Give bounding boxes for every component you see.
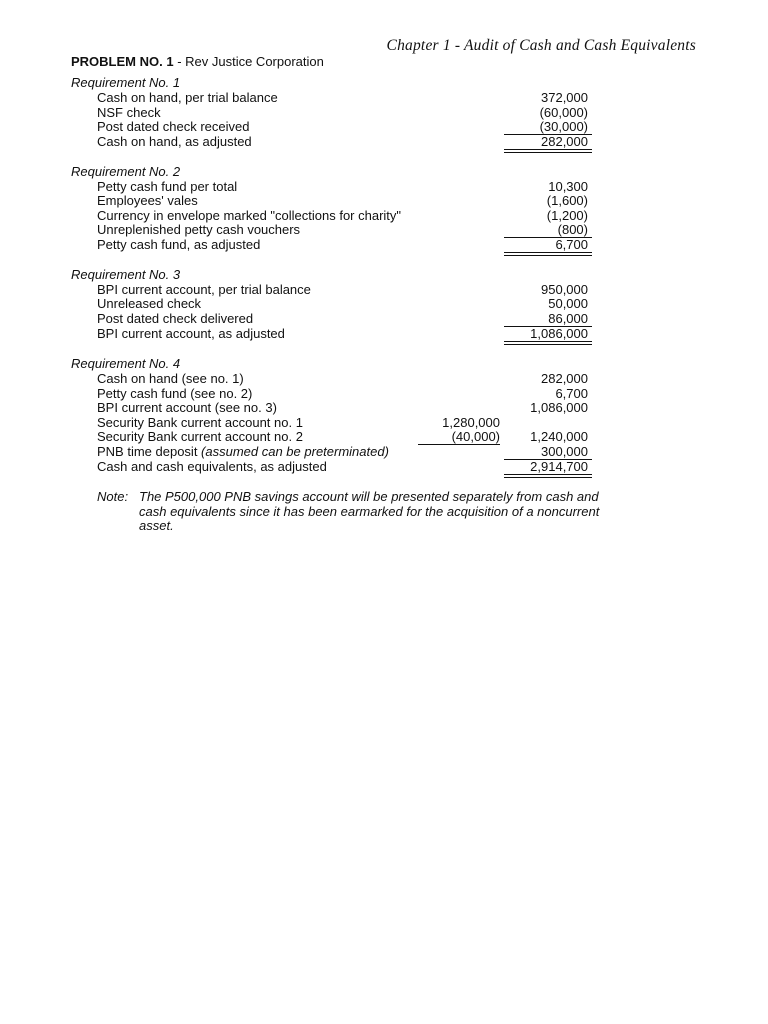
row-label: [97, 444, 389, 459]
table-row: [0, 386, 768, 401]
row-label-note: (assumed can be preterminated): [201, 444, 389, 459]
row-amount: (60,000): [539, 105, 588, 120]
row-label: BPI current account, as adjusted: [97, 326, 285, 341]
row-label: Cash on hand, per trial balance: [97, 90, 278, 105]
row-amount: 1,086,000: [530, 400, 588, 415]
row-label: Post dated check delivered: [97, 311, 254, 326]
table-row: [0, 282, 768, 297]
table-row: [0, 296, 768, 311]
note-lead: Note:: [97, 489, 129, 504]
row-amount: (800): [557, 222, 588, 237]
table-row: [0, 311, 768, 326]
table-row: [0, 193, 768, 208]
row-label: BPI current account (see no. 3): [97, 400, 277, 415]
row-label: Security Bank current account no. 2: [97, 429, 303, 444]
row-amount: (1,600): [546, 193, 588, 208]
requirement-title: Requirement No. 2: [71, 164, 181, 179]
chapter-title: Chapter 1 - Audit of Cash and Cash Equivalents: [386, 37, 696, 54]
row-amount: 282,000: [541, 134, 588, 149]
row-amount: 6,700: [555, 386, 588, 401]
problem-number: PROBLEM NO. 1: [71, 54, 174, 69]
row-amount: 50,000: [548, 296, 588, 311]
table-row: [0, 400, 768, 415]
table-row: [0, 444, 768, 459]
row-label: Cash on hand, as adjusted: [97, 134, 252, 149]
row-label: Currency in envelope marked "collections for charity": [97, 208, 402, 223]
total-double-rule: [504, 341, 592, 345]
requirement-title: Requirement No. 1: [71, 75, 181, 90]
table-row: [0, 208, 768, 223]
row-label: Security Bank current account no. 1: [97, 415, 303, 430]
row-label: Petty cash fund, as adjusted: [97, 237, 261, 252]
problem-company: - Rev Justice Corporation: [173, 54, 324, 69]
table-row: [0, 429, 768, 444]
row-amount: 1,086,000: [530, 326, 588, 341]
row-subamount: (40,000): [451, 429, 500, 444]
row-label-text: PNB time deposit: [97, 444, 202, 459]
total-double-rule: [504, 474, 592, 478]
table-row: [0, 105, 768, 120]
note-text: [139, 490, 619, 534]
table-row: [0, 179, 768, 194]
table-row: [0, 119, 768, 134]
row-label: Cash on hand (see no. 1): [97, 371, 244, 386]
table-row: [0, 415, 768, 430]
row-label: Petty cash fund per total: [97, 179, 238, 194]
row-amount: 86,000: [548, 311, 588, 326]
row-subamount: 1,280,000: [442, 415, 500, 430]
row-label: Unreplenished petty cash vouchers: [97, 222, 301, 237]
row-label: Employees' vales: [97, 193, 198, 208]
row-amount: (30,000): [539, 119, 588, 134]
row-amount: 300,000: [541, 444, 588, 459]
total-double-rule: [504, 149, 592, 153]
problem-heading: [71, 54, 324, 69]
row-label: Unreleased check: [97, 296, 202, 311]
row-amount: 6,700: [555, 237, 588, 252]
table-row: [0, 371, 768, 386]
subamount-rule: [418, 444, 500, 445]
note-body: The P500,000 PNB savings account will be presented separately from cash and cash equivalents since it has been earmarked for the acquisition of a noncurrent asset.: [139, 489, 600, 534]
row-label: NSF check: [97, 105, 161, 120]
total-double-rule: [504, 252, 592, 256]
table-row: [0, 237, 768, 252]
row-amount: 10,300: [548, 179, 588, 194]
row-amount: 1,240,000: [530, 429, 588, 444]
row-label: Post dated check received: [97, 119, 250, 134]
row-amount: 2,914,700: [530, 459, 588, 474]
table-row: [0, 134, 768, 149]
row-amount: 950,000: [541, 282, 588, 297]
row-label: BPI current account, per trial balance: [97, 282, 311, 297]
table-row: [0, 90, 768, 105]
requirement-title: Requirement No. 4: [71, 356, 181, 371]
row-amount: (1,200): [546, 208, 588, 223]
row-label: Cash and cash equivalents, as adjusted: [97, 459, 327, 474]
table-row: [0, 459, 768, 474]
table-row: [0, 326, 768, 341]
row-label: Petty cash fund (see no. 2): [97, 386, 253, 401]
requirement-title: Requirement No. 3: [71, 267, 181, 282]
row-amount: 282,000: [541, 371, 588, 386]
row-amount: 372,000: [541, 90, 588, 105]
table-row: [0, 222, 768, 237]
